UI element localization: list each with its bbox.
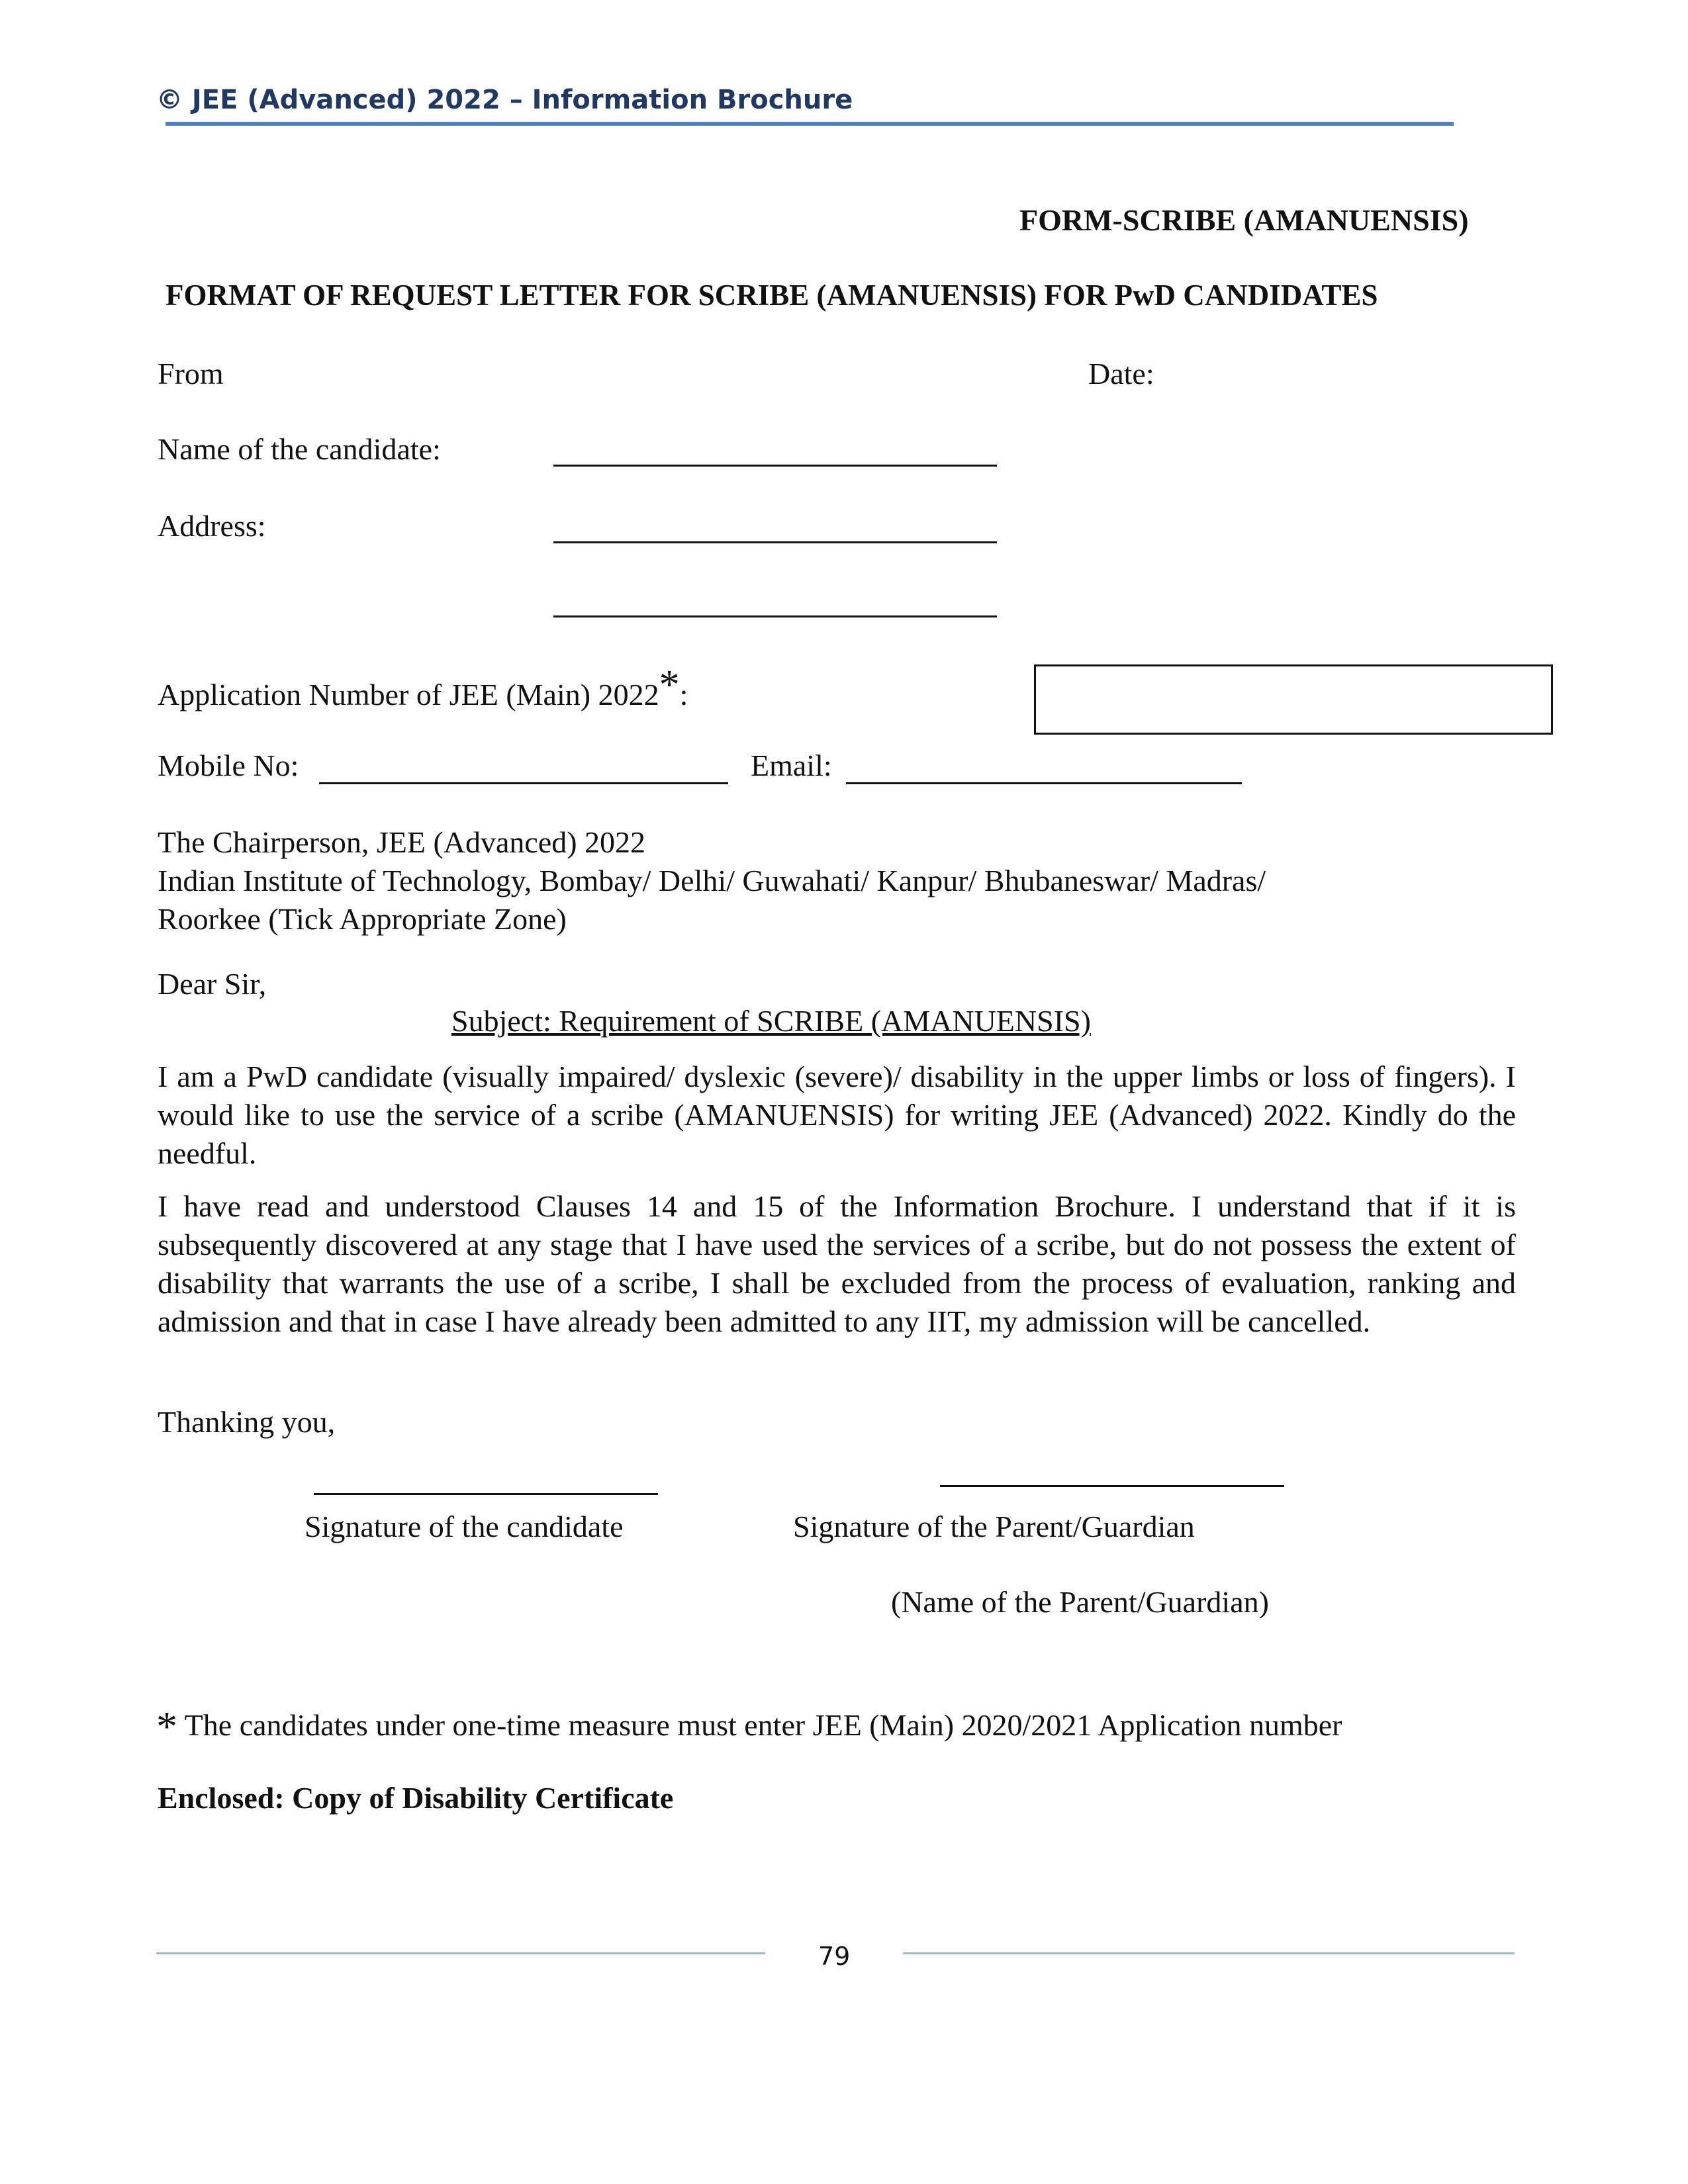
candidate-name-label: Name of the candidate: [158, 432, 441, 466]
footnote-marker: * [156, 1703, 177, 1750]
addressee-line-1: The Chairperson, JEE (Advanced) 2022 [158, 825, 646, 859]
candidate-name-field[interactable] [553, 465, 997, 467]
email-field[interactable] [846, 782, 1242, 784]
from-label: From [158, 357, 224, 390]
enclosure-note: Enclosed: Copy of Disability Certificate [158, 1781, 674, 1815]
mobile-field[interactable] [319, 782, 728, 784]
candidate-signature-line[interactable] [314, 1493, 658, 1495]
form-heading: FORMAT OF REQUEST LETTER FOR SCRIBE (AMANUENSIS) FOR PwD CANDIDATES [165, 279, 1378, 312]
footnote-text: The candidates under one-time measure must enter JEE (Main) 2020/2021 Application number [184, 1708, 1342, 1742]
brochure-header-title: © JEE (Advanced) 2022 – Information Brochure [156, 85, 853, 115]
candidate-signature-label: Signature of the candidate [305, 1510, 624, 1543]
closing-line: Thanking you, [158, 1405, 336, 1439]
address-field-line-1[interactable] [553, 541, 997, 543]
parent-signature-label: Signature of the Parent/Guardian [793, 1510, 1195, 1543]
application-number-label [158, 662, 688, 715]
declaration-paragraph: I have read and understood Clauses 14 and 15 of the Information Brochure. I understand that if it is subsequently discovered at any stage that I have used the services of a scribe, but do not possess the extent of disability that warrants the use of a scribe, I shall be excluded from the process of evaluation, ranking and admission and that in case I have already been admitted to any IIT, my admission will be cancelled. [158, 1189, 1516, 1338]
request-paragraph: I am a PwD candidate (visually impaired/ dyslexic (severe)/ disability in the upper limbs or loss of fingers). I would like to use the service of a scribe (AMANUENSIS) for writing JEE (Advanced) 2022. Kindly do the needful. [158, 1060, 1516, 1170]
parent-signature-line[interactable] [940, 1485, 1284, 1487]
subject-line: Subject: Requirement of SCRIBE (AMANUENSIS) [451, 1004, 1091, 1038]
salutation: Dear Sir, [158, 967, 267, 1001]
date-label: Date: [1088, 357, 1154, 390]
address-field-line-2[interactable] [553, 615, 997, 617]
footer-rule-right [903, 1952, 1515, 1954]
form-code: FORM-SCRIBE (AMANUENSIS) [1019, 203, 1469, 237]
application-number-label-text: Application Number of JEE (Main) 2022 [158, 678, 659, 711]
address-label: Address: [158, 509, 266, 543]
addressee-line-3: Roorkee (Tick Appropriate Zone) [158, 902, 567, 936]
parent-name-label: (Name of the Parent/Guardian) [891, 1585, 1269, 1619]
footnote [156, 1697, 1342, 1750]
addressee-block [158, 823, 1266, 938]
asterisk-marker: * [659, 662, 680, 707]
header-divider [165, 122, 1454, 126]
page-number: 79 [818, 1942, 851, 1971]
label-colon: : [679, 678, 688, 711]
mobile-label: Mobile No: [158, 749, 299, 782]
email-label: Email: [751, 749, 832, 782]
footer-rule-left [156, 1952, 765, 1954]
addressee-line-2: Indian Institute of Technology, Bombay/ Delhi/ Guwahati/ Kanpur/ Bhubaneswar/ Madras/ [158, 864, 1266, 897]
application-number-box[interactable] [1034, 664, 1553, 735]
